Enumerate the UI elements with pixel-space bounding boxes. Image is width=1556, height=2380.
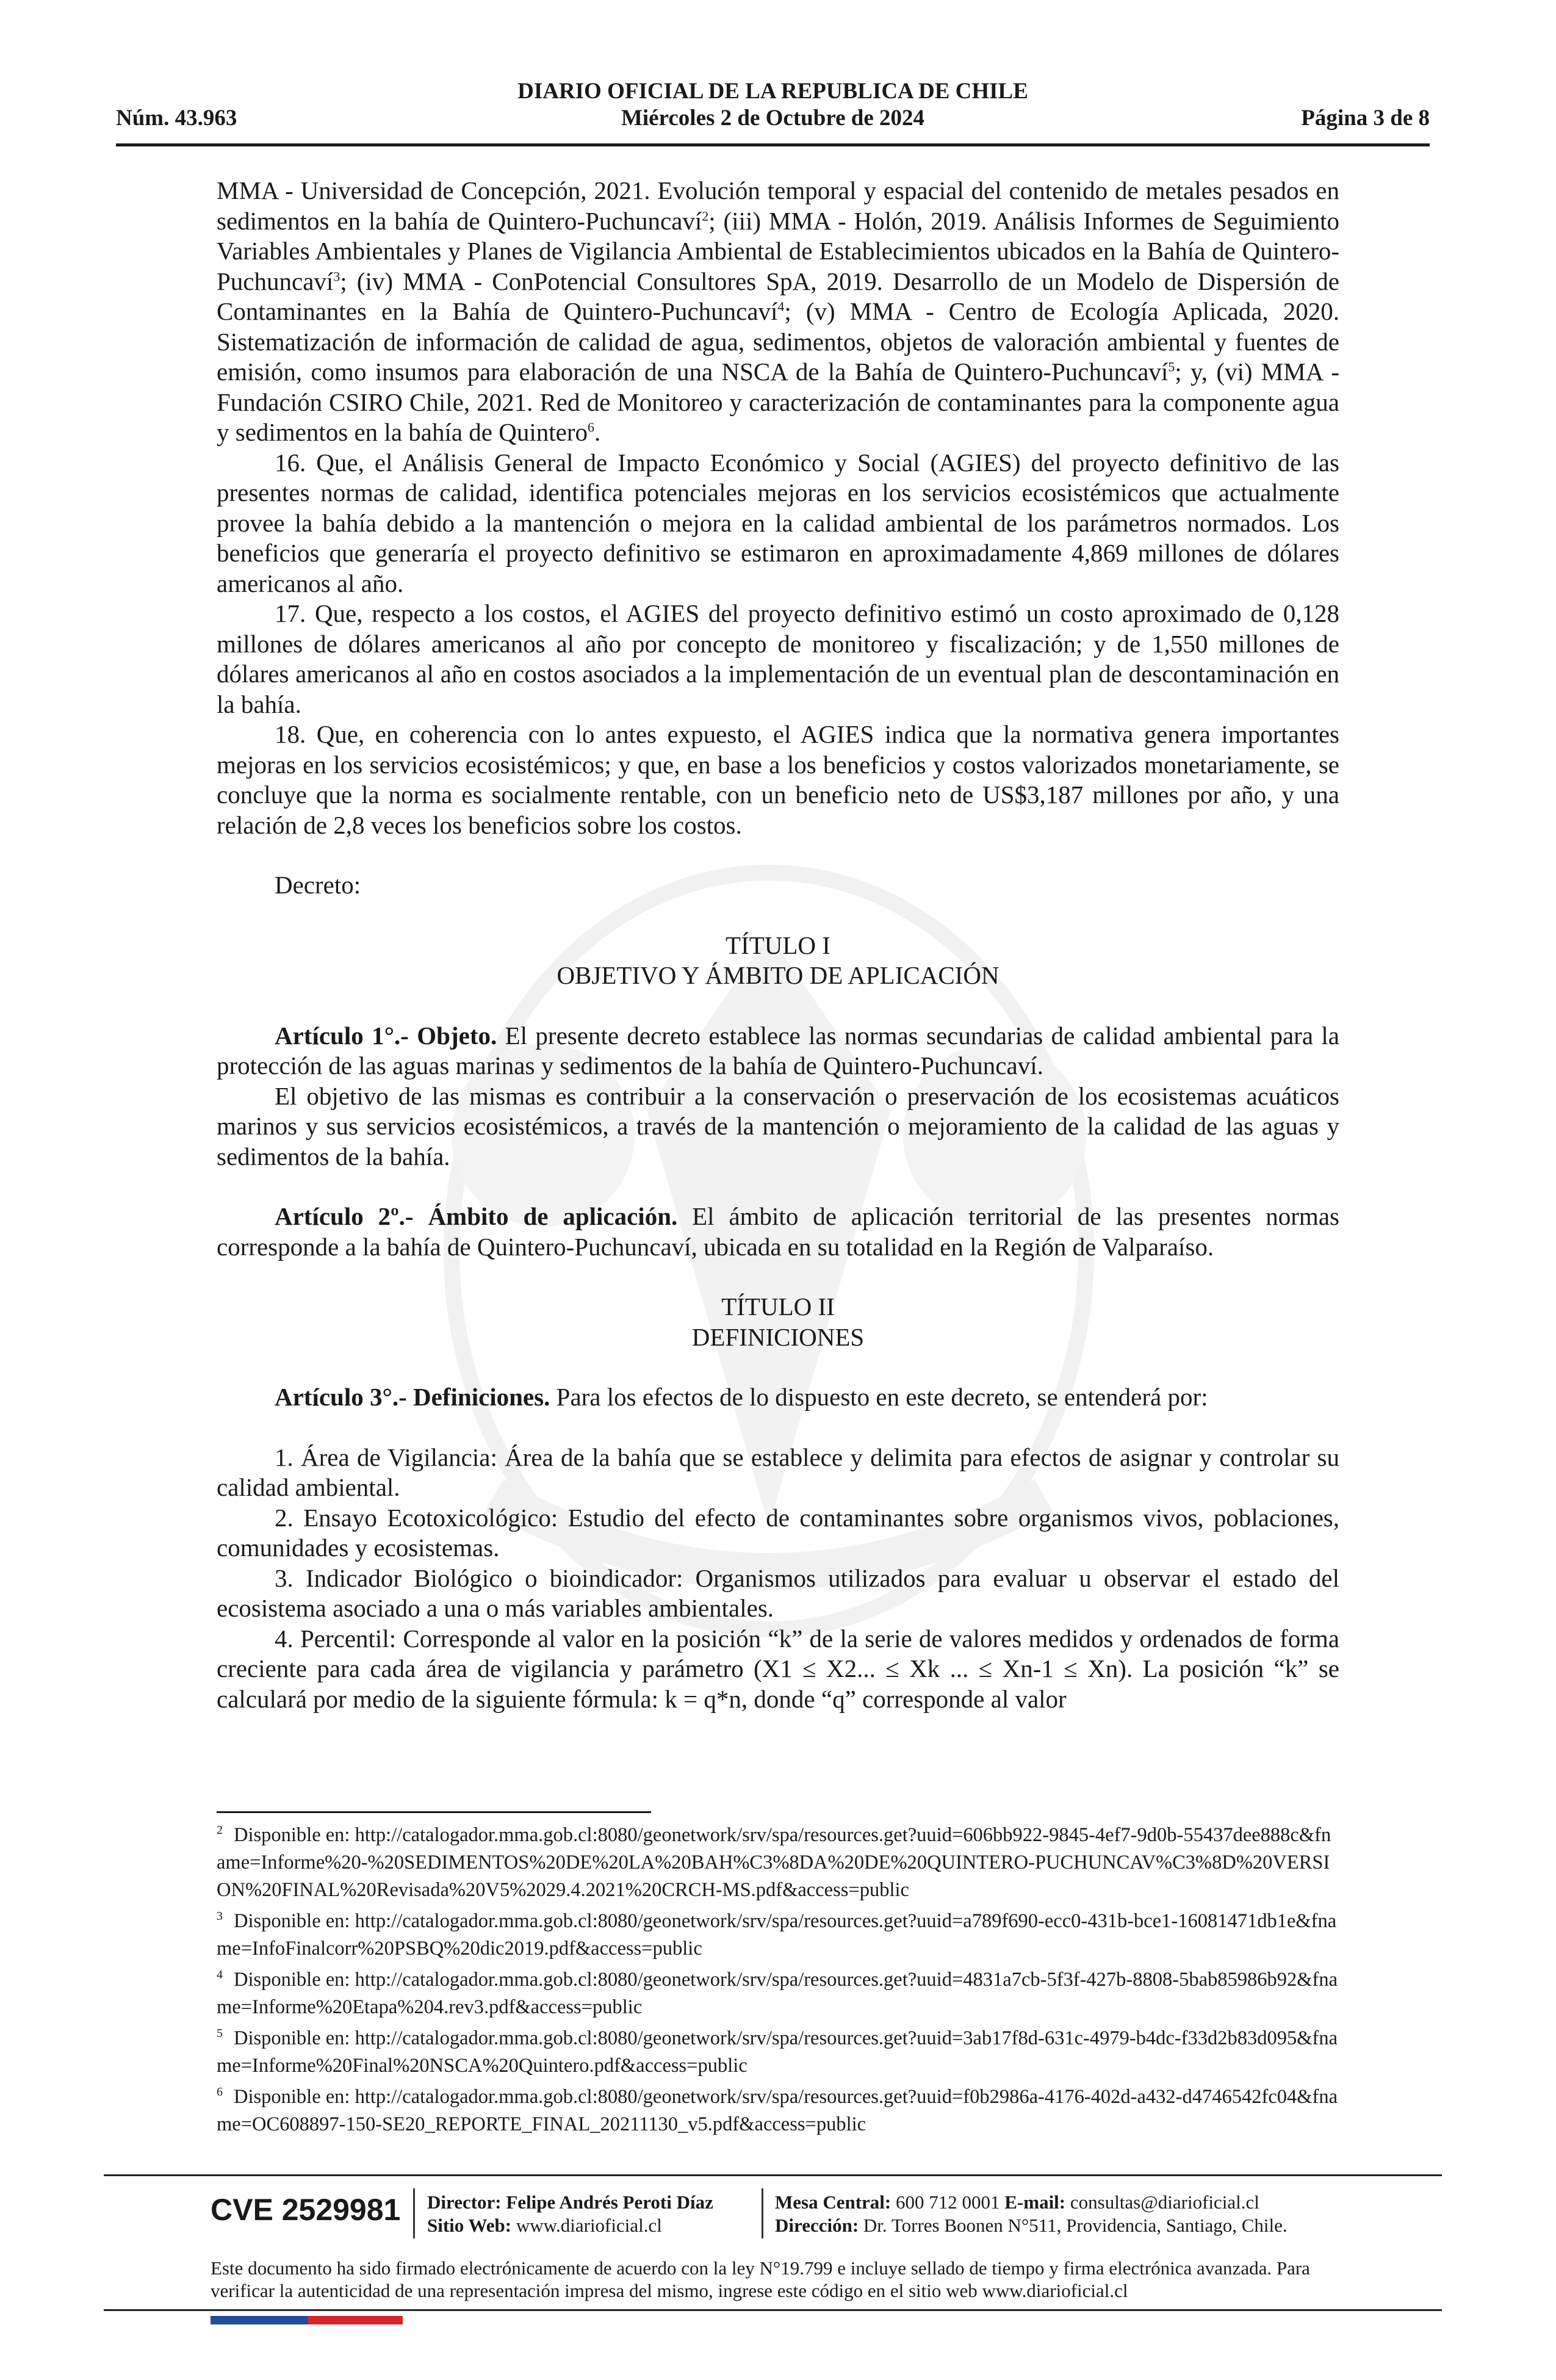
paragraph-16: 16. Que, el Análisis General de Impacto Económico y Social (AGIES) del proyecto definitivo de las presentes normas de calidad, identifica potenciales mejoras en los servicios ecosistémicos que actualmente provee la bahía debido a la mantención o mejora en la calidad ambiental de los parámetros normados. Los beneficios que generaría el proyecto definitivo se estimaron en aproximadamente 4,869 millones de dólares americanos al año. [217, 448, 1339, 597]
email-link[interactable]: consultas@diarioficial.cl [1070, 2191, 1259, 2213]
footnote-3: $^3$ Disponible en: http://catalogador.mma.gob.cl:8080/geonetwork/srv/spa/resources.get?uuid=a789f690-ecc0-431b-bce1-16081471db1e&fname=InfoFinalcorr%20PSBQ%20dic2019.pdf&access=public [217, 1909, 1337, 1960]
page-header [116, 73, 1430, 146]
footer-separator [413, 2188, 415, 2238]
paragraph-18: 18. Que, en coherencia con lo antes expuesto, el AGIES indica que la normativa genera importantes mejoras en los servicios ecosistémicos; y que, en base a los beneficios y costos valorizados monetariamente, se concluye que la norma es socialmente rentable, con un beneficio neto de US$3,187 millones por año, y una relación de 2,8 veces los beneficios sobre los costos. [217, 720, 1339, 839]
definition-2: 2. Ensayo Ecotoxicológico: Estudio del efecto de contaminantes sobre organismos vivos, poblaciones, comunidades y ecosistemas. [217, 1503, 1339, 1562]
article-1: Artículo 1°.- Objeto. El presente decreto establece las normas secundarias de calidad ambiental para la protección de las aguas marinas y sedimentos de la bahía de Quintero-Puchuncaví. [217, 1021, 1339, 1080]
phone-number: 600 712 0001 [896, 2191, 1000, 2213]
definition-4: 4. Percentil: Corresponde al valor en la posición “k” de la serie de valores medidos y ordenados de forma creciente para cada área de vigilancia y parámetro (X1 ≤ X2... ≤ Xk ... ≤ Xn-1 ≤ Xn). La posición “k” se calculará por medio de la siguiente fórmula: k = q*n, donde “q” corresponde al valor [217, 1624, 1339, 1713]
signature-notice: Este documento ha sido firmado electrónicamente de acuerdo con la ley N°19.799 e incluye sellado de tiempo y firma electrónica avanzada. Para verificar la autenticidad de una representación impresa del mismo, ingrese este código en el sitio web www.diarioficial.cl [211, 2257, 1310, 2301]
website-link[interactable]: www.diarioficial.cl [516, 2215, 662, 2236]
page-number: Página 3 de 8 [1301, 106, 1430, 131]
footnote-link: Disponible en: http://catalogador.mma.gob.cl:8080/geonetwork/srv/spa/resources.get?uuid=4831a7cb-5f3f-427b-8808-5bab85986b92&fname=Informe%20Etapa%204.rev3.pdf&access=public [217, 1969, 1338, 2018]
article-3: Artículo 3°.- Definiciones. Para los efectos de lo dispuesto en este decreto, se entenderá por: [275, 1383, 1208, 1411]
flag-stripe-red [308, 2316, 403, 2324]
footnotes [217, 1822, 1339, 2142]
article-1-heading: Artículo 1°.- Objeto. [275, 1021, 497, 1050]
decree-label: Decreto: [275, 871, 361, 899]
footnote-divider [217, 1811, 651, 1813]
footnote-4: $^4$ Disponible en: http://catalogador.mma.gob.cl:8080/geonetwork/srv/spa/resources.get?uuid=4831a7cb-5f3f-427b-8808-5bab85986b92&fname=Informe%20Etapa%204.rev3.pdf&access=public [217, 1968, 1338, 2018]
gazette-title: DIARIO OFICIAL DE LA REPUBLICA DE CHILE [517, 79, 1028, 104]
footnote-link: Disponible en: http://catalogador.mma.gob.cl:8080/geonetwork/srv/spa/resources.get?uuid=f0b2986a-4176-402d-a432-d4746542fc04&fname=OC608897-150-SE20_REPORTE_FINAL_20211130_v5.pdf&access=public [217, 2086, 1338, 2135]
document-body [217, 176, 1339, 1714]
definition-3: 3. Indicador Biológico o bioindicador: Organismos utilizados para evaluar u observar el estado del ecosistema asociado a una o más variables ambientales. [217, 1563, 1339, 1622]
title-1: TÍTULO I [726, 931, 830, 959]
address: Dr. Torres Boonen N°511, Providencia, Santiago, Chile. [863, 2215, 1288, 2236]
definition-1: 1. Área de Vigilancia: Área de la bahía que se establece y delimita para efectos de asignar y controlar su calidad ambiental. [217, 1443, 1339, 1501]
director-name: Felipe Andrés Peroti Díaz [506, 2191, 713, 2213]
footnote-link: Disponible en: http://catalogador.mma.gob.cl:8080/geonetwork/srv/spa/resources.get?uuid=a789f690-ecc0-431b-bce1-16081471db1e&fname=InfoFinalcorr%20PSBQ%20dic2019.pdf&access=public [217, 1910, 1337, 1960]
footnote-link: Disponible en: http://catalogador.mma.gob.cl:8080/geonetwork/srv/spa/resources.get?uuid=3ab17f8d-631c-4979-b4dc-f33d2b83d095&fname=Informe%20Final%20NSCA%20Quintero.pdf&access=public [217, 2027, 1338, 2077]
paragraph-intro: MMA - Universidad de Concepción, 2021. Evolución temporal y espacial del contenido de metales pesados en sedimentos en la bahía de Quintero-Puchuncaví$^2$; (iii) MMA - Holón, 2019. Análisis Informes de Seguimiento Variables Ambientales y Planes de Vigilancia Ambiental de Establecimientos ubicados en la Bahía de Quintero-Puchuncaví$^3$; (iv) MMA - ConPotencial Consultores SpA, 2019. Desarrollo de un Modelo de Dispersión de Contaminantes en la Bahía de Quintero-Puchuncaví$^4$; (v) MMA - Centro de Ecología Aplicada, 2020. Sistematización de información de calidad de agua, sedimentos, objetos de valoración ambiental y fuentes de emisión, como insumos para elaboración de una NSCA de la Bahía de Quintero-Puchuncaví$^5$; y, (vi) MMA - Fundación CSIRO Chile, 2021. Red de Monitoreo y caracterización de contaminantes para la componente agua y sedimentos en la bahía de Quintero$^6$. [217, 176, 1340, 446]
footnote-2: $^2$ Disponible en: http://catalogador.mma.gob.cl:8080/geonetwork/srv/spa/resources.get?uuid=606bb922-9845-4ef7-9d0b-55437dee888c&fname=Informe%20-%20SEDIMENTOS%20DE%20LA%20BAH%C3%8DA%20DE%20QUINTERO-PUCHUNCAV%C3%8D%20VERSION%20FINAL%20Revisada%20V5%2029.4.2021%20CRCH-MS.pdf&access=public [217, 1823, 1331, 1901]
title-2-name: DEFINICIONES [691, 1322, 865, 1351]
issue-number: Núm. 43.963 [116, 106, 237, 131]
title-1-name: OBJETIVO Y ÁMBITO DE APLICACIÓN [556, 961, 1000, 989]
article-1-paragraph-2: El objetivo de las mismas es contribuir a la conservación o preservación de los ecosistemas acuáticos marinos y sus servicios ecosistémicos, a través de la mantención o mejoramiento de la calidad de las aguas y sedimentos de la bahía. [217, 1081, 1339, 1170]
article-3-heading: Artículo 3°.- Definiciones. [275, 1383, 550, 1411]
footer-top-rule [104, 2174, 1442, 2176]
paragraph-17: 17. Que, respecto a los costos, el AGIES del proyecto definitivo estimó un costo aproximado de 0,128 millones de dólares americanos al año por concepto de monitoreo y fiscalización; y de 1,550 millones de dólares americanos al año en costos asociados a la implementación de un eventual plan de descontaminación en la bahía. [217, 599, 1339, 718]
footer-bottom-rule [104, 2309, 1442, 2311]
flag-stripe-blue [211, 2316, 308, 2324]
article-2: Artículo 2º.- Ámbito de aplicación. El ámbito de aplicación territorial de las presentes normas corresponde a la bahía de Quintero-Puchuncaví, ubicada en su totalidad en la Región de Valparaíso. [217, 1202, 1339, 1261]
footer-director-block: Director: Felipe Andrés Peroti Díaz Sitio Web: www.diarioficial.cl [427, 2191, 713, 2236]
footnote-6: $^6$ Disponible en: http://catalogador.mma.gob.cl:8080/geonetwork/srv/spa/resources.get?uuid=f0b2986a-4176-402d-a432-d4746542fc04&fname=OC608897-150-SE20_REPORTE_FINAL_20211130_v5.pdf&access=public [217, 2085, 1338, 2135]
cve-code: CVE 2529981 [211, 2193, 401, 2227]
article-2-heading: Artículo 2º.- Ámbito de aplicación. [275, 1202, 678, 1230]
footnote-link: Disponible en: http://catalogador.mma.gob.cl:8080/geonetwork/srv/spa/resources.get?uuid=606bb922-9845-4ef7-9d0b-55437dee888c&fname=Informe%20-%20SEDIMENTOS%20DE%20LA%20BAH%C3%8DA%20DE%20QUINTERO-PUCHUNCAV%C3%8D%20VERSION%20FINAL%20Revisada%20V5%2029.4.2021%20CRCH-MS.pdf&access=public [217, 1824, 1331, 1901]
footer-contact-block: Mesa Central: 600 712 0001 E-mail: consultas@diarioficial.cl Dirección: Dr. Torres Boonen N°511, Providencia, Santiago, Chile. [775, 2191, 1288, 2236]
footnote-5: $^5$ Disponible en: http://catalogador.mma.gob.cl:8080/geonetwork/srv/spa/resources.get?uuid=3ab17f8d-631c-4979-b4dc-f33d2b83d095&fname=Informe%20Final%20NSCA%20Quintero.pdf&access=public [217, 2027, 1338, 2077]
footer-separator [762, 2188, 763, 2238]
issue-date: Miércoles 2 de Octubre de 2024 [621, 106, 924, 131]
title-2: TÍTULO II [721, 1293, 835, 1321]
